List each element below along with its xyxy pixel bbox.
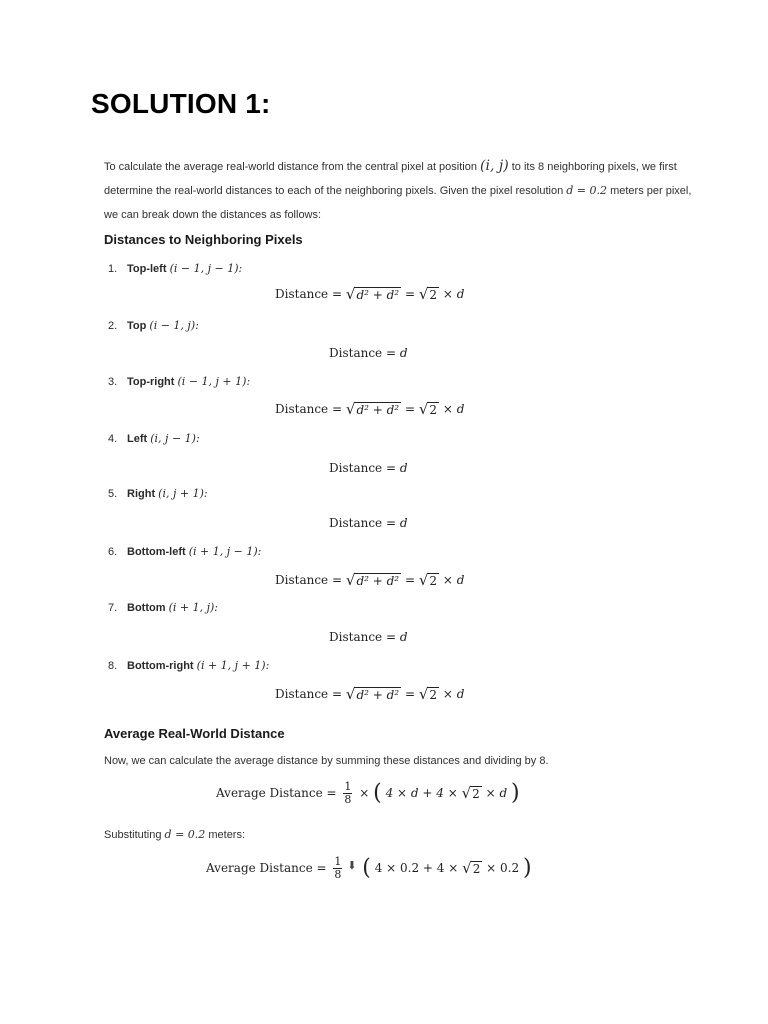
average-intro-text: Now, we can calculate the average distance by summing these distances and dividing by 8. — [104, 755, 549, 767]
fraction-numerator: 1 — [334, 855, 342, 868]
radicand: 2 — [472, 862, 481, 876]
equals-sign: = — [404, 287, 415, 301]
average-label: Average Distance — [216, 786, 323, 800]
section-heading-distances: Distances to Neighboring Pixels — [104, 232, 303, 247]
item-number: 7. — [108, 602, 118, 614]
left-paren: ( — [362, 855, 371, 881]
average-label: Average Distance — [206, 861, 313, 875]
right-paren: ) — [522, 855, 532, 881]
neighbor-item — [108, 601, 218, 614]
distance-equation — [329, 346, 408, 360]
radical-sign: √ — [345, 285, 356, 303]
radicand: 2 — [429, 403, 438, 417]
fraction-denominator: 8 — [344, 793, 352, 806]
radicand: 2 — [429, 688, 438, 702]
neighbor-item — [108, 659, 269, 672]
item-number: 6. — [108, 546, 118, 558]
equals-sign: = — [385, 346, 397, 360]
sqrt-two — [419, 687, 439, 702]
radical-sign: √ — [418, 400, 429, 418]
equals-sign: = — [331, 573, 343, 587]
times-d: × d — [442, 687, 465, 701]
distance-equation — [329, 630, 408, 644]
distance-label: Distance — [329, 630, 383, 644]
equals-sign: = — [331, 287, 343, 301]
intro-text-1: To calculate the average real-world distance from the central pixel at position — [104, 161, 481, 173]
equals-sign: = — [404, 687, 415, 701]
sqrt-two — [419, 402, 439, 417]
right-paren: ) — [511, 780, 520, 806]
item-number: 2. — [108, 320, 118, 332]
neighbor-item — [108, 319, 199, 332]
sqrt-two — [462, 861, 482, 876]
radical-sign: √ — [462, 859, 472, 877]
distance-d: d — [399, 346, 408, 360]
fraction-one-eighth — [333, 856, 342, 881]
item-coord: (i + 1, j − 1): — [188, 545, 262, 558]
equals-sign: = — [404, 402, 415, 416]
radicand: 2 — [472, 787, 480, 801]
distance-label: Distance — [275, 287, 329, 301]
equals-sign: = — [404, 573, 415, 587]
substituting-math: d = 0.2 — [164, 828, 206, 841]
radical-sign: √ — [418, 571, 429, 589]
item-number: 8. — [108, 660, 118, 672]
substituted-term-1: 4 × 0.2 + 4 × — [374, 861, 459, 875]
intro-paragraph — [104, 154, 704, 227]
radicand: d² + d² — [356, 288, 400, 302]
radicand: d² + d² — [356, 688, 400, 702]
item-coord: (i + 1, j + 1): — [196, 659, 270, 672]
distance-equation — [329, 461, 408, 475]
distance-label: Distance — [275, 687, 329, 701]
item-coord: (i − 1, j − 1): — [169, 262, 243, 275]
item-number: 4. — [108, 433, 118, 445]
sqrt-two — [419, 573, 439, 588]
distance-equation — [275, 402, 464, 417]
equals-sign: = — [331, 402, 343, 416]
sqrt-two — [419, 287, 439, 302]
distance-d: d — [399, 630, 408, 644]
substituted-term-2: × 0.2 — [486, 861, 520, 875]
sqrt-d-squared — [346, 573, 401, 588]
distance-equation — [275, 687, 464, 702]
distance-label: Distance — [275, 573, 329, 587]
times-sign: × — [359, 786, 370, 800]
fraction-numerator: 1 — [344, 780, 352, 793]
radical-sign: √ — [418, 285, 429, 303]
substituting-text — [104, 828, 245, 841]
distance-label: Distance — [275, 402, 329, 416]
intro-math-resolution: d = 0.2 — [566, 184, 608, 197]
sqrt-d-squared — [346, 287, 401, 302]
solution-heading: SOLUTION 1: — [91, 88, 271, 119]
radical-sign: √ — [418, 685, 429, 703]
intro-math-position: (i, j) — [480, 158, 509, 174]
equals-sign: = — [385, 516, 397, 530]
average-term-1: 4 × d + 4 × — [385, 786, 458, 800]
neighbor-item — [108, 545, 261, 558]
item-label: Bottom-right — [127, 660, 194, 672]
average-distance-equation — [216, 781, 520, 806]
distance-d: d — [399, 516, 408, 530]
times-d: × d — [442, 573, 465, 587]
left-paren: ( — [373, 780, 382, 806]
item-number: 3. — [108, 376, 118, 388]
equals-sign: = — [331, 687, 343, 701]
equals-sign: = — [316, 861, 327, 875]
intro-text-3: meters per pixel, we can break down the distances as follows: — [104, 185, 692, 221]
distance-equation — [329, 516, 408, 530]
fraction-denominator: 8 — [334, 868, 342, 881]
item-number: 1. — [108, 263, 118, 275]
item-coord: (i + 1, j): — [168, 601, 218, 614]
substituting-tail: meters: — [205, 829, 246, 841]
radicand: d² + d² — [356, 403, 400, 417]
item-number: 5. — [108, 488, 118, 500]
distance-label: Distance — [329, 516, 383, 530]
item-label: Top-left — [127, 263, 167, 275]
neighbor-item — [108, 375, 250, 388]
times-d: × d — [442, 287, 465, 301]
radical-sign: √ — [345, 400, 356, 418]
cursor-down-arrow-icon: ⬇ — [347, 859, 357, 872]
radicand: 2 — [429, 574, 438, 588]
radicand: 2 — [429, 288, 438, 302]
distance-d: d — [399, 461, 408, 475]
item-label: Top — [127, 320, 147, 332]
equals-sign: = — [385, 630, 397, 644]
substituted-equation — [206, 856, 532, 881]
distance-equation — [275, 287, 464, 302]
item-label: Top-right — [127, 376, 175, 388]
neighbor-item — [108, 432, 200, 445]
fraction-one-eighth — [343, 781, 352, 806]
item-label: Bottom — [127, 602, 166, 614]
distance-equation — [275, 573, 464, 588]
equals-sign: = — [326, 786, 337, 800]
times-d: × d — [442, 402, 465, 416]
radical-sign: √ — [461, 784, 472, 802]
item-label: Left — [127, 433, 148, 445]
average-term-2: × d — [485, 786, 508, 800]
substituting-label: Substituting — [104, 829, 165, 841]
distance-label: Distance — [329, 346, 383, 360]
item-coord: (i, j − 1): — [150, 432, 200, 445]
item-coord: (i, j + 1): — [158, 487, 208, 500]
item-coord: (i − 1, j + 1): — [177, 375, 251, 388]
item-label: Bottom-left — [127, 546, 186, 558]
distance-label: Distance — [329, 461, 383, 475]
radicand: d² + d² — [356, 574, 400, 588]
sqrt-d-squared — [346, 402, 401, 417]
neighbor-item — [108, 487, 208, 500]
item-coord: (i − 1, j): — [149, 319, 199, 332]
neighbor-item — [108, 262, 242, 275]
sqrt-d-squared — [346, 687, 401, 702]
equals-sign: = — [385, 461, 397, 475]
radical-sign: √ — [345, 685, 356, 703]
radical-sign: √ — [345, 571, 356, 589]
item-label: Right — [127, 488, 156, 500]
section-heading-average: Average Real-World Distance — [104, 726, 285, 741]
intro-text-2: to its 8 neighboring pixels, we first determine the real-world distances to each of the neighboring pixels. Given the pixel resolution — [104, 161, 677, 197]
sqrt-two — [462, 786, 482, 801]
